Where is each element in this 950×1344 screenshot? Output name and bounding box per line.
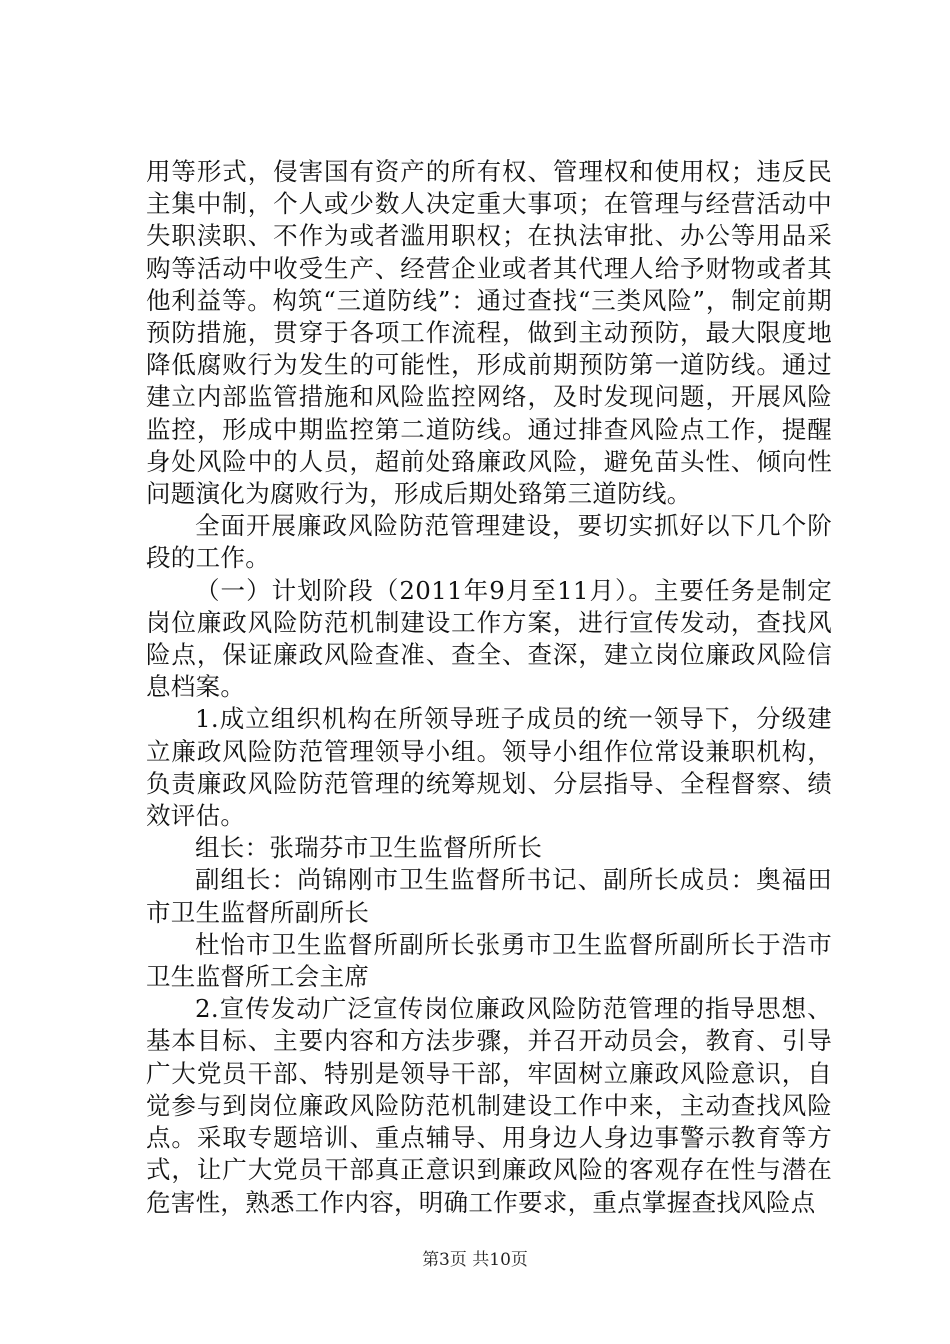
- paragraph-members: 杜怡市卫生监督所副所长张勇市卫生监督所副所长于浩市卫生监督所工会主席: [146, 929, 832, 992]
- page-number-footer: 第3页 共10页: [422, 1250, 528, 1270]
- document-body: [146, 156, 832, 1219]
- paragraph-organization: 1.成立组织机构在所领导班子成员的统一领导下，分级建立廉政风险防范管理领导小组。领导小组作位常设兼职机构，负责廉政风险防范管理的统筹规划、分层指导、全程督察、绩效评估。: [146, 704, 832, 831]
- paragraph-publicity: 2.宣传发动广泛宣传岗位廉政风险防范管理的指导思想、基本目标、主要内容和方法步骤，并召开动员会，教育、引导广大党员干部、特别是领导干部，牢固树立廉政风险意识，自觉参与到岗位廉政风险防范机制建设工作中来，主动查找风险点。采取专题培训、重点辅导、用身边人身边事警示教育等方式，让广大党员干部真正意识到廉政风险的客观存在性与潜在危害性，熟悉工作内容，明确工作要求，重点掌握查找风险点: [146, 994, 832, 1217]
- paragraph-group-leader: 组长：张瑞芬市卫生监督所所长: [195, 833, 543, 863]
- paragraph-planning-stage: （一）计划阶段（2011年9月至11月）。主要任务是制定岗位廉政风险防范机制建设工作方案，进行宣传发动，查找风险点，保证廉政风险查准、查全、查深，建立岗位廉政风险信息档案。: [146, 575, 832, 702]
- paragraph-stages-intro: 全面开展廉政风险防范管理建设，要切实抓好以下几个阶段的工作。: [146, 511, 832, 573]
- paragraph-deputy-leader: 副组长：尚锦刚市卫生监督所书记、副所长成员：奥福田市卫生监督所副所长: [146, 865, 832, 927]
- paragraph-continued: 用等形式，侵害国有资产的所有权、管理权和使用权；违反民主集中制，个人或少数人决定重大事项；在管理与经营活动中失职渎职、不作为或者滥用职权；在执法审批、办公等用品采购等活动中收受生产、经营企业或者其代理人给予财物或者其他利益等。构筑“三道防线”：通过查找“三类风险”，制定前期预防措施，贯穿于各项工作流程，做到主动预防，最大限度地降低腐败行为发生的可能性，形成前期预防第一道防线。通过建立内部监管措施和风险监控网络，及时发现问题，开展风险监控，形成中期监控第二道防线。通过排查风险点工作，提醒身处风险中的人员，超前处臵廉政风险，避免苗头性、倾向性问题演化为腐败行为，形成后期处臵第三道防线。: [146, 157, 832, 509]
